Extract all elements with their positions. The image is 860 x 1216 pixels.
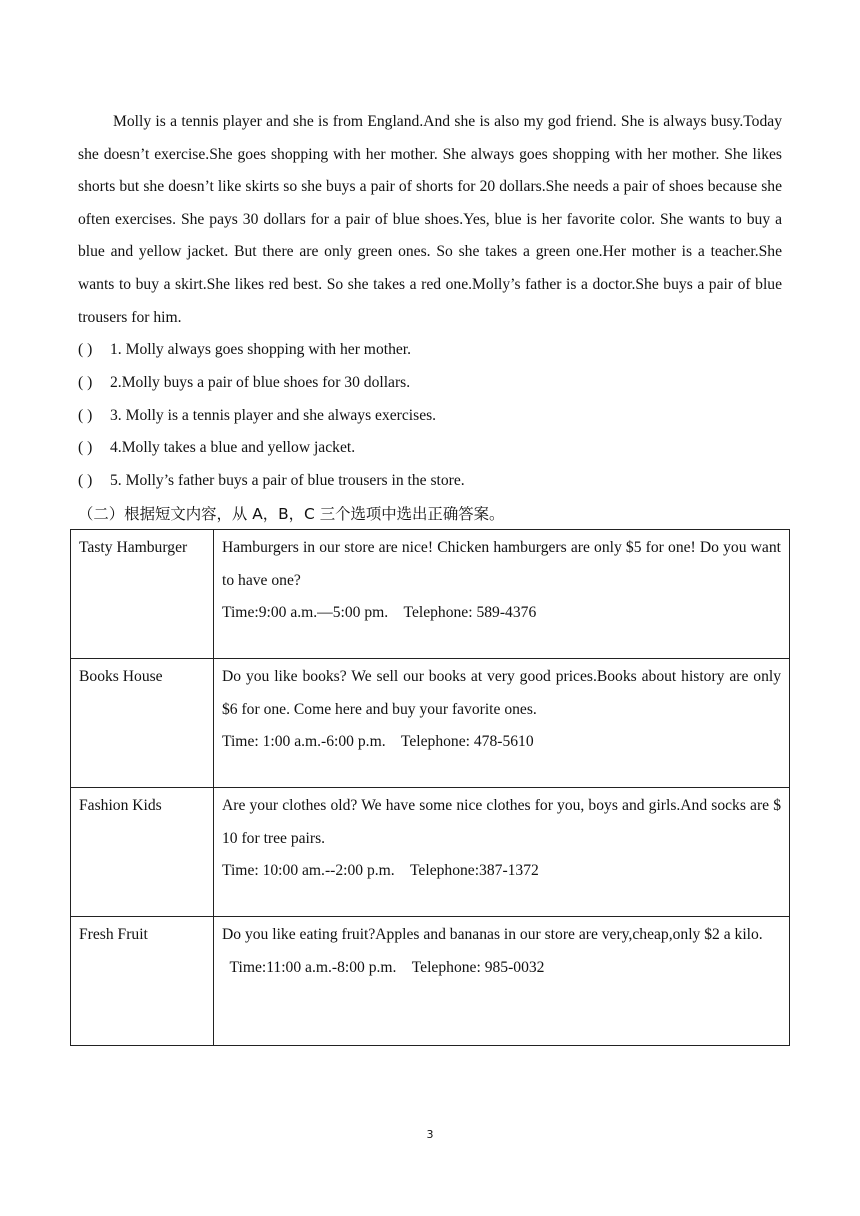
- answer-blank[interactable]: ( ): [78, 406, 93, 424]
- store-name-cell: Fresh Fruit: [71, 917, 214, 1046]
- ad-hours-phone: Time: 10:00 am.--2:00 p.m. Telephone:387-1372: [222, 862, 539, 880]
- question-item: [78, 432, 782, 465]
- ad-hours-phone: Time: 1:00 a.m.-6:00 p.m. Telephone: 478-5610: [222, 733, 534, 751]
- section-heading: （二）根据短文内容，从 A，B，C 三个选项中选出正确答案。: [78, 505, 505, 523]
- store-name-cell: Fashion Kids: [71, 788, 214, 917]
- ad-description: Do you like eating fruit?Apples and bananas in our store are very,cheap,only $2 a kilo.: [222, 926, 763, 943]
- page-number: 3: [426, 1128, 434, 1141]
- ad-hours-phone: Time:11:00 a.m.-8:00 p.m. Telephone: 985-0032: [222, 958, 545, 976]
- answer-blank[interactable]: ( ): [78, 341, 93, 358]
- ad-description: Are your clothes old? We have some nice clothes for you, boys and girls.And socks are $ 10 for tree pairs.: [222, 797, 781, 847]
- store-ad-cell: [214, 917, 790, 1046]
- question-text: 2.Molly buys a pair of blue shoes for 30 dollars.: [110, 373, 411, 391]
- true-false-questions: [78, 334, 782, 498]
- table-row: [71, 917, 790, 1046]
- table-row: [71, 659, 790, 788]
- question-item: [78, 367, 782, 400]
- store-ad-cell: [214, 530, 790, 659]
- answer-blank[interactable]: ( ): [78, 373, 93, 391]
- store-name-cell: Books House: [71, 659, 214, 788]
- question-text: 3. Molly is a tennis player and she always exercises.: [110, 406, 437, 424]
- question-text: 1. Molly always goes shopping with her mother.: [110, 341, 412, 358]
- question-item: [78, 465, 782, 498]
- ad-hours-phone: Time:9:00 a.m.—5:00 pm. Telephone: 589-4376: [222, 604, 537, 622]
- question-item: [78, 400, 782, 433]
- answer-blank[interactable]: ( ): [78, 472, 93, 490]
- store-ad-cell: [214, 659, 790, 788]
- ad-description: Do you like books? We sell our books at very good prices.Books about history are only $6 for one. Come here and buy your favorite ones.: [222, 668, 781, 718]
- answer-blank[interactable]: ( ): [78, 439, 93, 457]
- table-row: [71, 788, 790, 917]
- store-name-cell: Tasty Hamburger: [71, 530, 214, 659]
- store-ad-cell: [214, 788, 790, 917]
- reading-passage: Molly is a tennis player and she is from England.And she is also my god friend. She is always busy.Today she doesn’t exercise.She goes shopping with her mother. She always goes shopping with her mother. She likes shorts but she doesn’t like skirts so she buys a pair of shorts for 20 dollars.She needs a pair of shoes because she often exercises. She pays 30 dollars for a pair of blue shoes.Yes, blue is her favorite color. She wants to buy a blue and yellow jacket. But there are only green ones. So she takes a green one.Her mother is a teacher.She wants to buy a skirt.She likes red best. So she takes a red one.Molly’s father is a doctor.She buys a pair of blue trousers for him.: [78, 113, 782, 326]
- question-text: 4.Molly takes a blue and yellow jacket.: [110, 439, 356, 457]
- question-text: 5. Molly’s father buys a pair of blue trousers in the store.: [110, 472, 465, 490]
- table-row: [71, 530, 790, 659]
- store-ads-table: [70, 529, 790, 1046]
- question-item: [78, 334, 782, 367]
- ad-description: Hamburgers in our store are nice! Chicken hamburgers are only $5 for one! Do you want to have one?: [222, 539, 781, 589]
